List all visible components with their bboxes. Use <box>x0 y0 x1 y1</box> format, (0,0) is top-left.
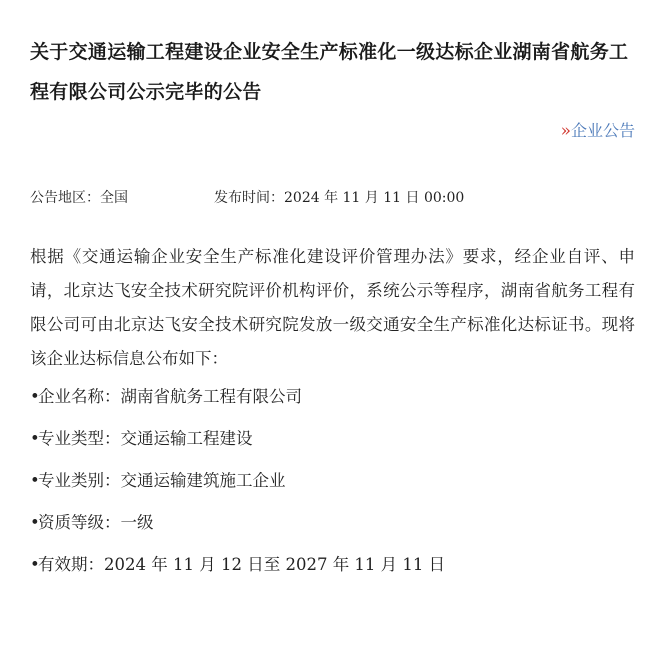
info-label: 企业名称： <box>38 387 121 406</box>
announcement-page <box>30 0 635 586</box>
info-value: 2024 年 11 月 12 日至 2027 年 11 月 11 日 <box>104 555 446 574</box>
info-value: 湖南省航务工程有限公司 <box>120 387 302 406</box>
info-label: 专业类别： <box>38 471 121 490</box>
info-item-specialty-category <box>30 460 635 502</box>
info-value: 一级 <box>120 513 154 532</box>
region-info <box>30 186 214 210</box>
bullet-icon: • <box>30 387 40 406</box>
info-value: 交通运输建筑施工企业 <box>120 471 286 490</box>
region-label: 公告地区： <box>30 190 100 206</box>
double-chevron-right-icon: » <box>560 121 571 141</box>
publish-time-info <box>214 186 464 210</box>
region-value: 全国 <box>100 190 128 206</box>
category-row <box>30 118 635 144</box>
info-value: 交通运输工程建设 <box>120 429 253 448</box>
info-item-company-name <box>30 376 635 418</box>
announcement-title: 关于交通运输工程建设企业安全生产标准化一级达标企业湖南省航务工程有限公司公示完毕的公告 <box>30 41 629 103</box>
info-item-qualification-level <box>30 502 635 544</box>
info-label: 有效期： <box>38 555 104 574</box>
bullet-icon: • <box>30 429 40 448</box>
announcement-meta <box>30 186 635 210</box>
announcement-body: 根据《交通运输企业安全生产标准化建设评价管理办法》要求，经企业自评、申请，北京达飞安全技术研究院评价机构评价，系统公示等程序，湖南省航务工程有限公司可由北京达飞安全技术研究院发放一级交通安全生产标准化达标证书。现将该企业达标信息公布如下： <box>30 247 635 368</box>
bullet-icon: • <box>30 513 40 532</box>
publish-time-value: 2024 年 11 月 11 日 00:00 <box>284 190 465 206</box>
category-link[interactable]: 企业公告 <box>570 121 635 140</box>
info-label: 专业类型： <box>38 429 121 448</box>
enterprise-info-list <box>30 376 635 586</box>
info-label: 资质等级： <box>38 513 121 532</box>
bullet-icon: • <box>30 555 40 574</box>
bullet-icon: • <box>30 471 40 490</box>
publish-time-label: 发布时间： <box>214 190 284 206</box>
info-item-validity-period <box>30 544 635 586</box>
info-item-specialty-type <box>30 418 635 460</box>
